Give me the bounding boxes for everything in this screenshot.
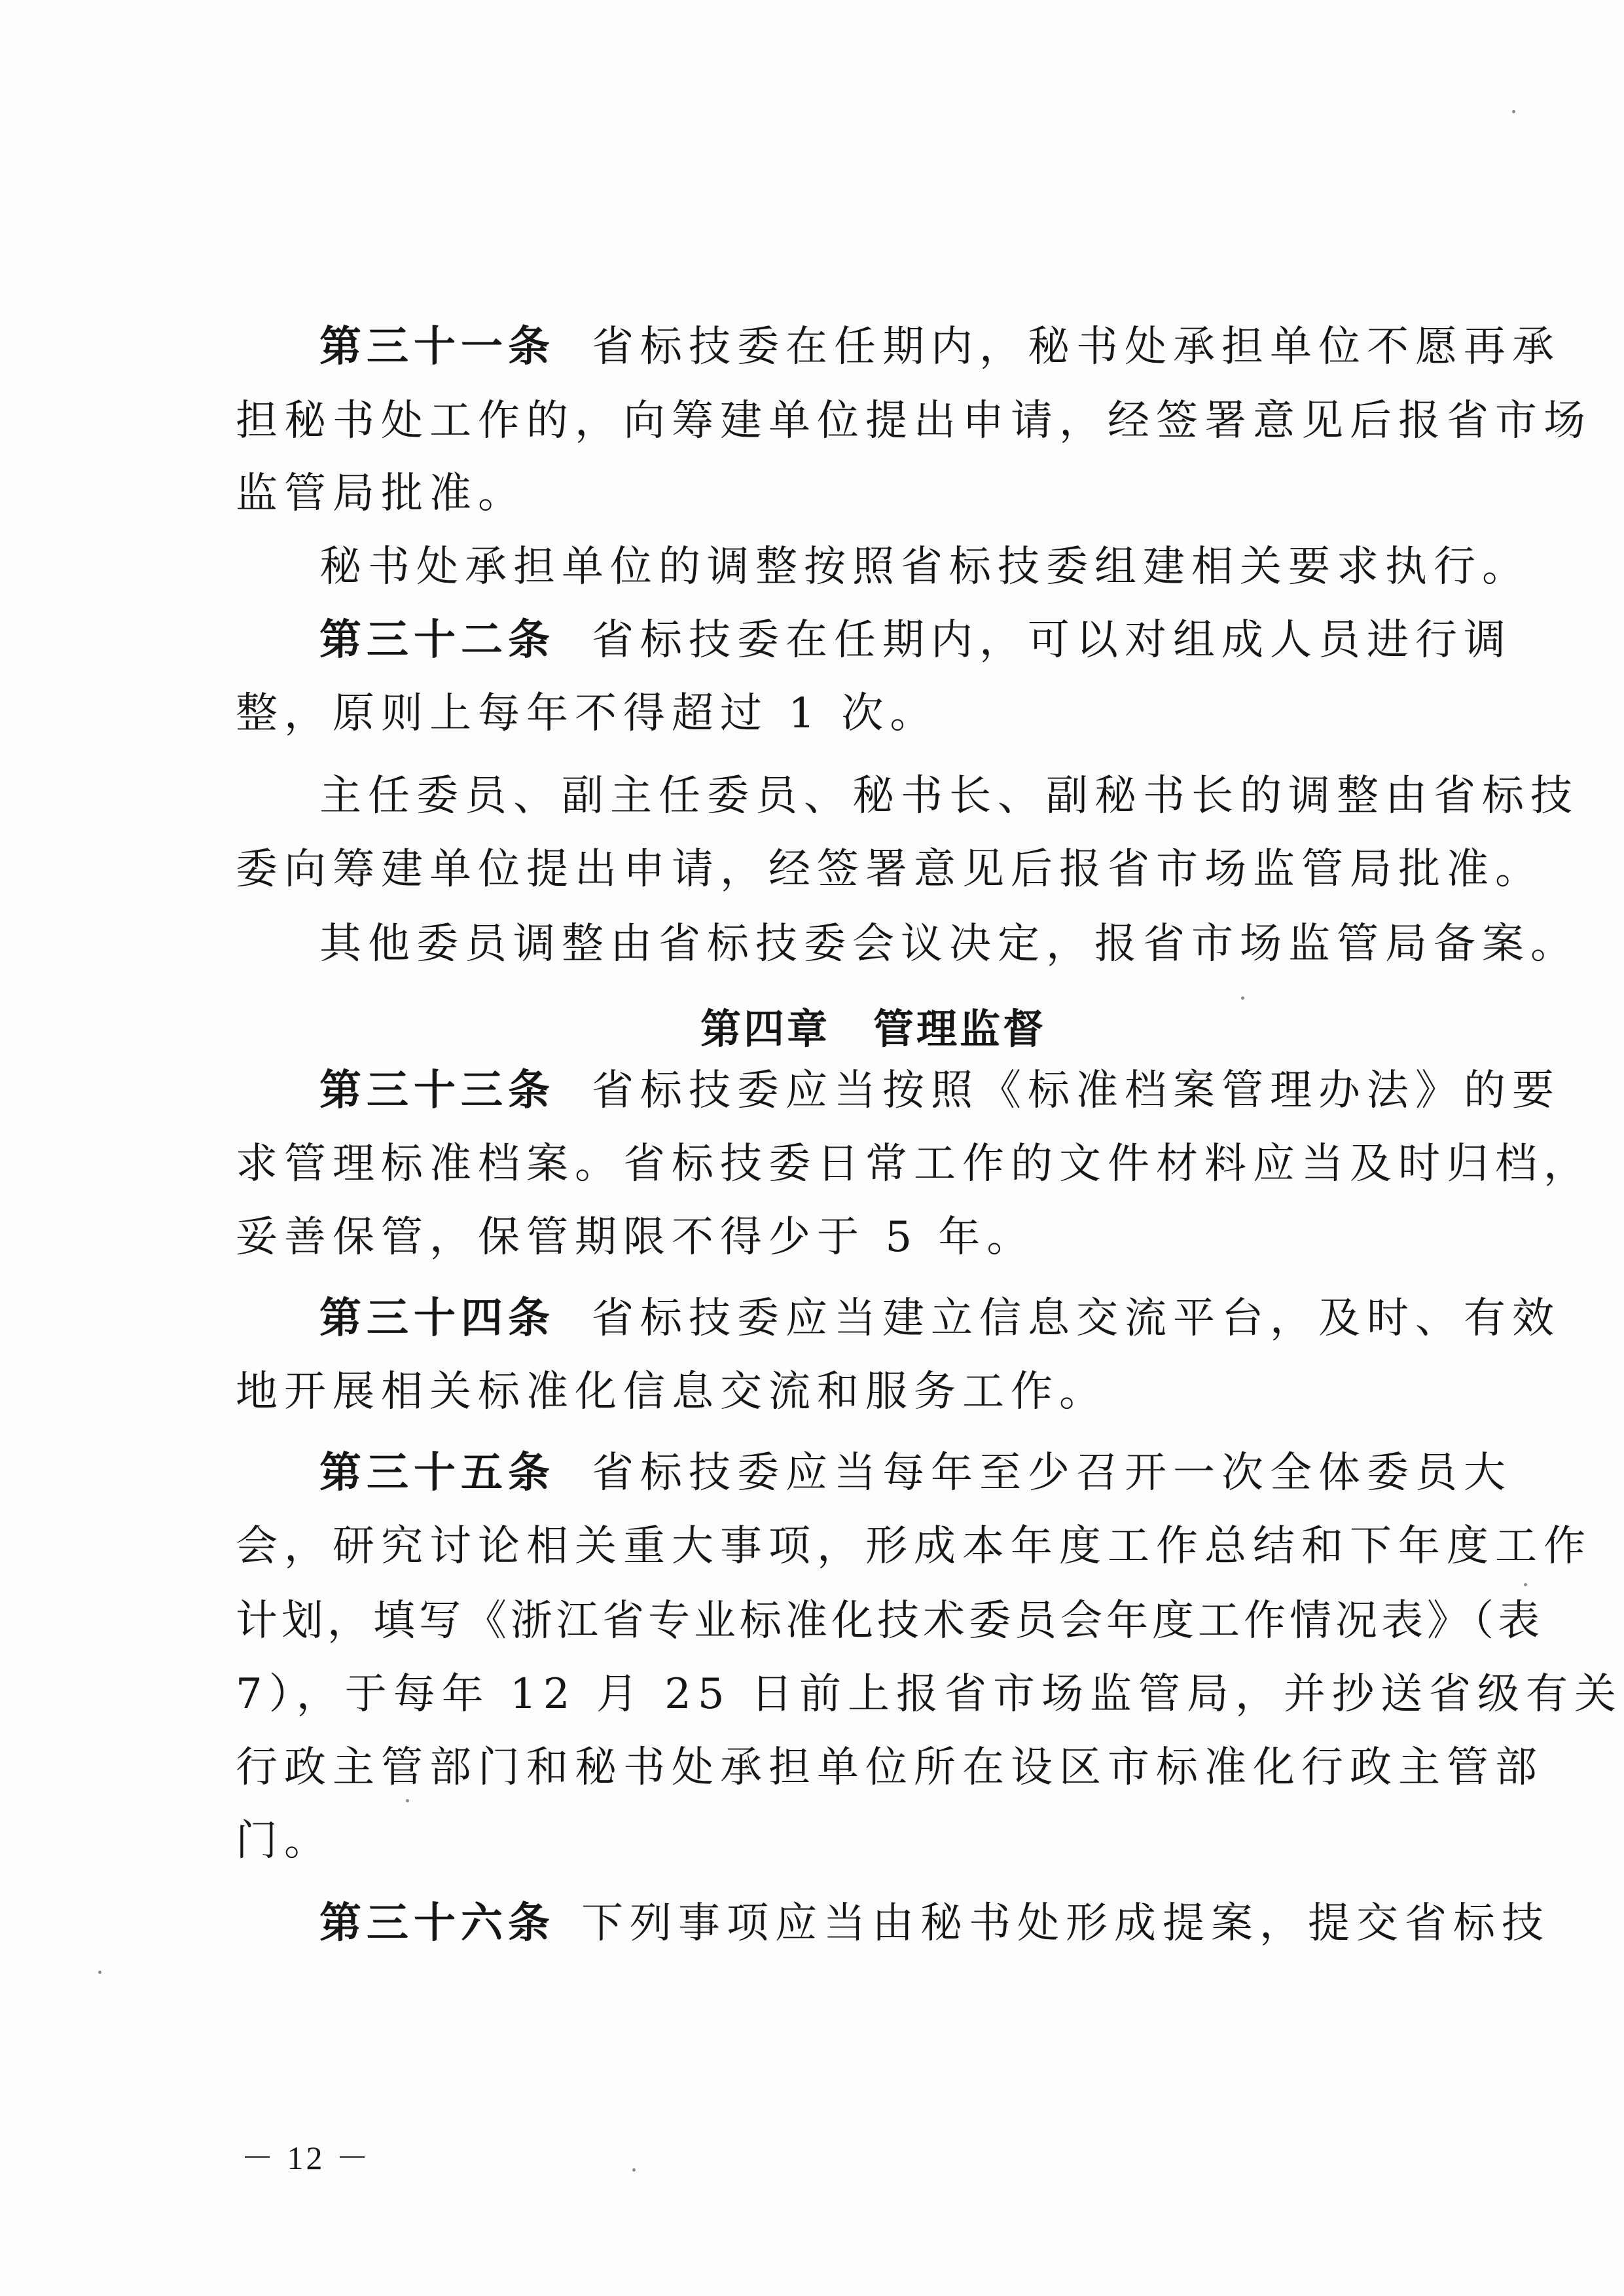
article-35-line-4: 7），于每年 12 月 25 日前上报省市场监管局，并抄送省级有关: [236, 1670, 1623, 1719]
scan-speck: [1512, 110, 1515, 113]
article-31-line-1: [319, 323, 1561, 371]
article-31-label: 第三十一条: [319, 323, 555, 371]
article-35-line-5: 行政主管部门和秘书处承担单位所在设区市标准化行政主管部: [236, 1743, 1543, 1792]
article-31-line-3: 监管局批准。: [236, 469, 526, 518]
article-32-label: 第三十二条: [319, 616, 555, 665]
article-36-text-1: 下列事项应当由秘书处形成提案，提交省标技: [581, 1899, 1550, 1948]
article-35-line-2: 会，研究讨论相关重大事项，形成本年度工作总结和下年度工作: [236, 1522, 1592, 1571]
article-33-line-2: 求管理标准档案。省标技委日常工作的文件材料应当及时归档，: [236, 1140, 1592, 1188]
chapter-heading: 第四章 管理监督: [700, 1005, 1047, 1053]
article-31-line-2: 担秘书处工作的，向筹建单位提出申请，经签署意见后报省市场: [236, 397, 1592, 445]
article-36-label: 第三十六条: [319, 1899, 555, 1948]
article-34-line-2: 地开展相关标准化信息交流和服务工作。: [236, 1368, 1108, 1416]
article-34-label: 第三十四条: [319, 1294, 555, 1343]
scan-speck: [98, 1971, 101, 1974]
article-35-line-6: 门。: [236, 1817, 333, 1865]
page-number: － 12 －: [241, 2140, 371, 2176]
article-32-text-1: 省标技委在任期内，可以对组成人员进行调: [592, 616, 1512, 665]
article-36-line-1: [319, 1899, 1550, 1948]
article-35-text-1: 省标技委应当每年至少召开一次全体委员大: [592, 1449, 1512, 1497]
article-33-text-1: 省标技委应当按照《标准档案管理办法》的要: [592, 1066, 1561, 1115]
scan-speck: [1241, 996, 1244, 1000]
article-32-line-1: [319, 616, 1512, 665]
article-35-line-3: 计划，填写《浙江省专业标准化技术委员会年度工作情况表》（表: [236, 1597, 1543, 1645]
article-32-para-2-line-2: 委向筹建单位提出申请，经签署意见后报省市场监管局批准。: [236, 845, 1543, 894]
article-32-line-2: 整，原则上每年不得超过 1 次。: [236, 689, 939, 738]
article-34-text-1: 省标技委应当建立信息交流平台，及时、有效: [592, 1294, 1561, 1343]
article-33-line-1: [319, 1066, 1561, 1115]
article-31-text-1: 省标技委在任期内，秘书处承担单位不愿再承: [592, 323, 1561, 371]
article-32-para-3: 其他委员调整由省标技委会议决定，报省市场监管局备案。: [319, 920, 1579, 968]
article-32-para-2-line-1: 主任委员、副主任委员、秘书长、副秘书长的调整由省标技: [319, 772, 1579, 820]
scan-speck: [632, 2168, 636, 2172]
scan-speck: [1524, 1583, 1527, 1586]
article-33-label: 第三十三条: [319, 1066, 555, 1115]
article-34-line-1: [319, 1294, 1561, 1343]
scan-speck: [406, 1799, 409, 1802]
article-35-label: 第三十五条: [319, 1449, 555, 1497]
article-31-para-2: 秘书处承担单位的调整按照省标技委组建相关要求执行。: [319, 543, 1530, 591]
article-35-line-1: [319, 1449, 1512, 1497]
article-33-line-3: 妥善保管，保管期限不得少于 5 年。: [236, 1213, 1036, 1262]
